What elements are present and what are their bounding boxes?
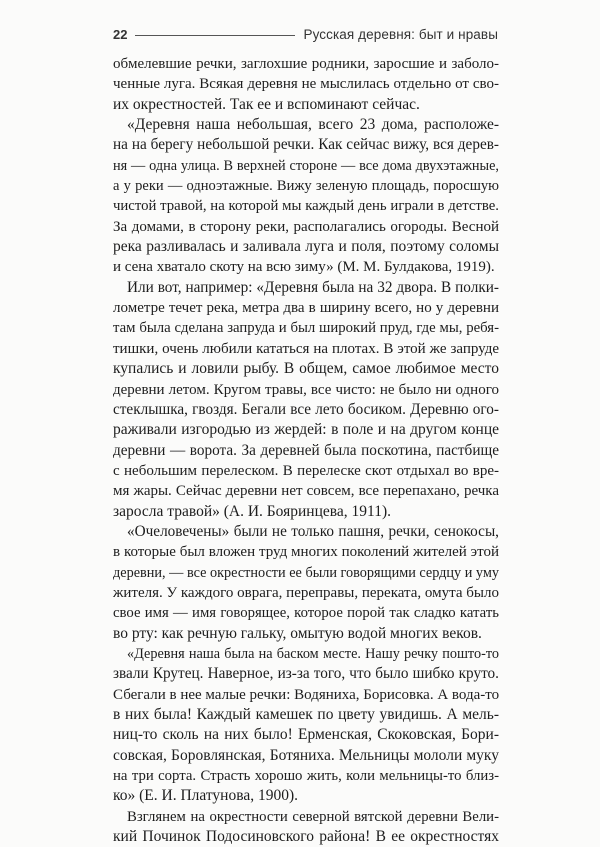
text-line: Или вот, например: «Деревня была на 32 двора. В полки- bbox=[127, 278, 499, 296]
text-line: и сена хватало скоту на всю зиму» (М. М. Булдакова, 1919). bbox=[113, 259, 495, 276]
text-line: а у реки — одноэтажные. Вижу зеленую площадь, поросшую bbox=[113, 178, 499, 195]
text-line: кий Починок Подосиновского района! В ее окрестностях bbox=[113, 828, 499, 846]
text-line: За домами, в сторону реки, располагались огороды. Весной bbox=[113, 218, 499, 235]
text-line: свое имя — имя говорящее, которое порой так сладко катать bbox=[113, 605, 499, 622]
page-number: 22 bbox=[113, 26, 128, 42]
text-line: ниц-то сколь на них было! Ерменская, Скоковская, Бори- bbox=[113, 726, 499, 744]
text-line: «Деревня наша была на баском месте. Нашу речку пошто-то bbox=[127, 645, 499, 662]
text-line: на на берегу небольшой речки. Как сейчас вижу, вся дерев- bbox=[113, 136, 499, 154]
text-line: купались и ловили рыбу. В общем, самое любимое место bbox=[113, 360, 499, 378]
text-line: деревни — ворота. За деревней была поскотина, пастбище bbox=[113, 441, 499, 459]
text-line: заросла травой» (А. И. Бояринцева, 1911). bbox=[113, 502, 391, 520]
text-line: их окрестностей. Так ее и вспоминают сейчас. bbox=[113, 95, 420, 113]
text-line: ня — одна улица. В верхней стороне — все дома двухэтажные, bbox=[113, 157, 499, 174]
text-line: раживали изгородью из жердей: в поле и на другом конце bbox=[113, 421, 499, 439]
text-line: звали Крутец. Наверное, из-за того, что было шибко круто. bbox=[113, 665, 499, 683]
running-title: Русская деревня: быт и нравы bbox=[303, 26, 498, 42]
text-line: река разливалась и заливала луга и поля, поэтому соломы bbox=[113, 238, 499, 256]
text-line: с небольшим перелеском. В перелеске скот отдыхал во вре- bbox=[113, 462, 499, 479]
text-line: жителя. У каждого оврага, переправы, переката, омута было bbox=[113, 584, 499, 601]
text-line: во рту: как речную гальку, омытую водой многих веков. bbox=[113, 624, 482, 642]
text-line: ченные луга. Всякая деревня не мыслилась отдельно от сво- bbox=[113, 76, 499, 93]
text-line: совская, Боровлянская, Ботяниха. Мельницы мололи муку bbox=[113, 746, 499, 764]
text-line: тишки, очень любили кататься на плотах. В этой же запруде bbox=[113, 340, 499, 357]
text-line: мя жары. Сейчас деревни нет совсем, все перепахано, речка bbox=[113, 483, 499, 500]
text-line: лометре течет река, метра два в ширину всего, но у деревни bbox=[113, 300, 499, 317]
text-line: «Деревня наша небольшая, всего 23 дома, расположе- bbox=[127, 116, 499, 134]
text-line: деревни летом. Кругом травы, все чисто: не было ни одного bbox=[113, 381, 499, 398]
body-text bbox=[113, 54, 499, 847]
text-line: в которые был вложен труд многих поколений жителей этой bbox=[113, 544, 499, 561]
text-line: «Очеловечены» были не только пашня, речки, сенокосы, bbox=[127, 522, 499, 540]
text-line: обмелевшие речки, заглохшие родники, заросшие и заболо- bbox=[113, 56, 499, 72]
text-line: стеклышка, гвоздя. Бегали все лето босиком. Деревню ого- bbox=[113, 400, 499, 418]
text-line: чистой травой, на которой мы каждый день играли в детстве. bbox=[113, 198, 499, 215]
text-line: Сбегали в нее малые речки: Водяниха, Борисовка. А вода-то bbox=[113, 686, 500, 703]
header-rule bbox=[135, 35, 295, 36]
text-line: деревни, — все окрестности ее были говорящими сердцу и уму bbox=[113, 564, 500, 581]
text-line: ко» (Е. И. Платунова, 1900). bbox=[113, 787, 298, 805]
text-line: в них была! Каждый камешек по цвету увидишь. А мель- bbox=[113, 706, 499, 723]
text-line: там была сделана запруда и был широкий пруд, где мы, ребя- bbox=[113, 320, 499, 337]
text-line: на три сорта. Страсть хорошо жить, коли мельницы-то близ- bbox=[113, 768, 499, 785]
text-line: Взглянем на окрестности северной вятской деревни Вели- bbox=[127, 808, 499, 825]
page-header bbox=[113, 24, 498, 44]
